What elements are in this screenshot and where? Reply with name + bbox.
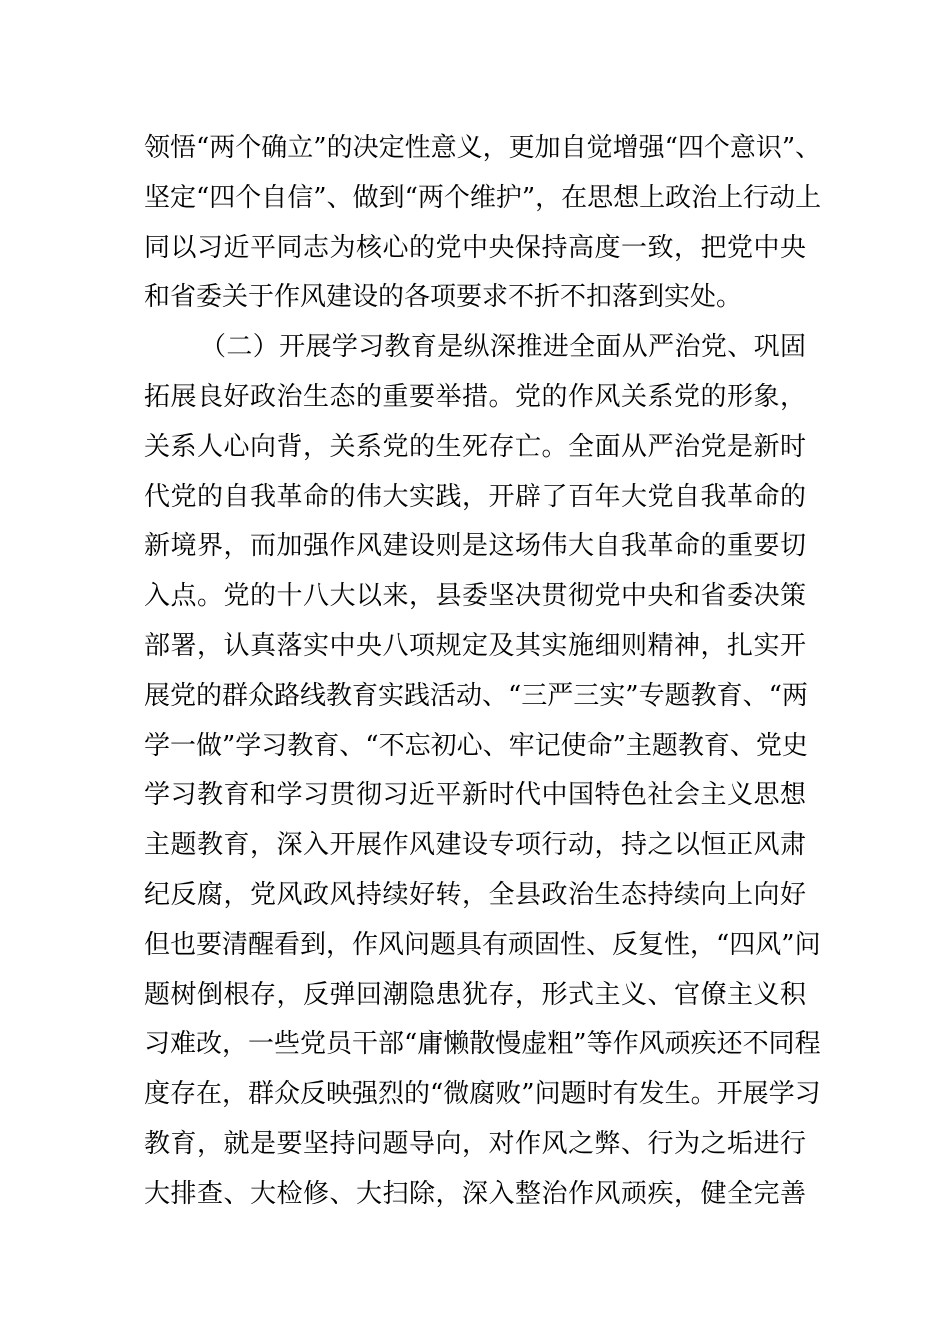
text-line-6: 拓展良好政治生态的重要举措。党的作风关系党的形象， xyxy=(144,381,806,412)
text-line-8: 代党的自我革命的伟大实践，开辟了百年大党自我革命的 xyxy=(144,481,806,512)
text-line-16: 纪反腐，党风政风持续好转，全县政治生态持续向上向好 xyxy=(144,879,806,910)
text-line-11: 部署，认真落实中央八项规定及其实施细则精神，扎实开 xyxy=(144,630,806,661)
text-line-9: 新境界，而加强作风建设则是这场伟大自我革命的重要切 xyxy=(144,531,806,562)
text-line-5: （二）开展学习教育是纵深推进全面从严治党、巩固 xyxy=(200,332,806,363)
text-line-13: 学一做”学习教育、“不忘初心、牢记使命”主题教育、党史 xyxy=(144,730,808,761)
text-line-12: 展党的群众路线教育实践活动、“三严三实”专题教育、“两 xyxy=(144,680,808,711)
text-line-20: 度存在，群众反映强烈的“微腐败”问题时有发生。开展学习 xyxy=(144,1079,821,1110)
text-line-4: 和省委关于作风建设的各项要求不折不扣落到实处。 xyxy=(144,282,743,313)
document-body xyxy=(144,124,822,1220)
text-line-7: 关系人心向背，关系党的生死存亡。全面从严治党是新时 xyxy=(144,431,806,462)
text-line-19: 习难改，一些党员干部“庸懒散慢虚粗”等作风顽疾还不同程 xyxy=(144,1029,821,1060)
text-line-17: 但也要清醒看到，作风问题具有顽固性、反复性，“四风”问 xyxy=(144,929,821,960)
text-line-10: 入点。党的十八大以来，县委坚决贯彻党中央和省委决策 xyxy=(144,581,806,612)
text-line-18: 题树倒根存，反弹回潮隐患犹存，形式主义、官僚主义积 xyxy=(144,979,806,1010)
text-line-1: 领悟“两个确立”的决定性意义，更加自觉增强“四个意识”、 xyxy=(144,133,822,163)
text-line-15: 主题教育，深入开展作风建设专项行动，持之以恒正风肃 xyxy=(144,830,806,861)
text-line-3: 同以习近平同志为核心的党中央保持高度一致，把党中央 xyxy=(144,232,806,263)
text-line-22: 大排查、大检修、大扫除，深入整治作风顽疾，健全完善 xyxy=(144,1178,806,1209)
text-line-14: 学习教育和学习贯彻习近平新时代中国特色社会主义思想 xyxy=(144,780,806,811)
text-line-21: 教育，就是要坚持问题导向，对作风之弊、行为之垢进行 xyxy=(144,1128,806,1159)
text-line-2: 坚定“四个自信”、做到“两个维护”，在思想上政治上行动上 xyxy=(144,182,822,213)
